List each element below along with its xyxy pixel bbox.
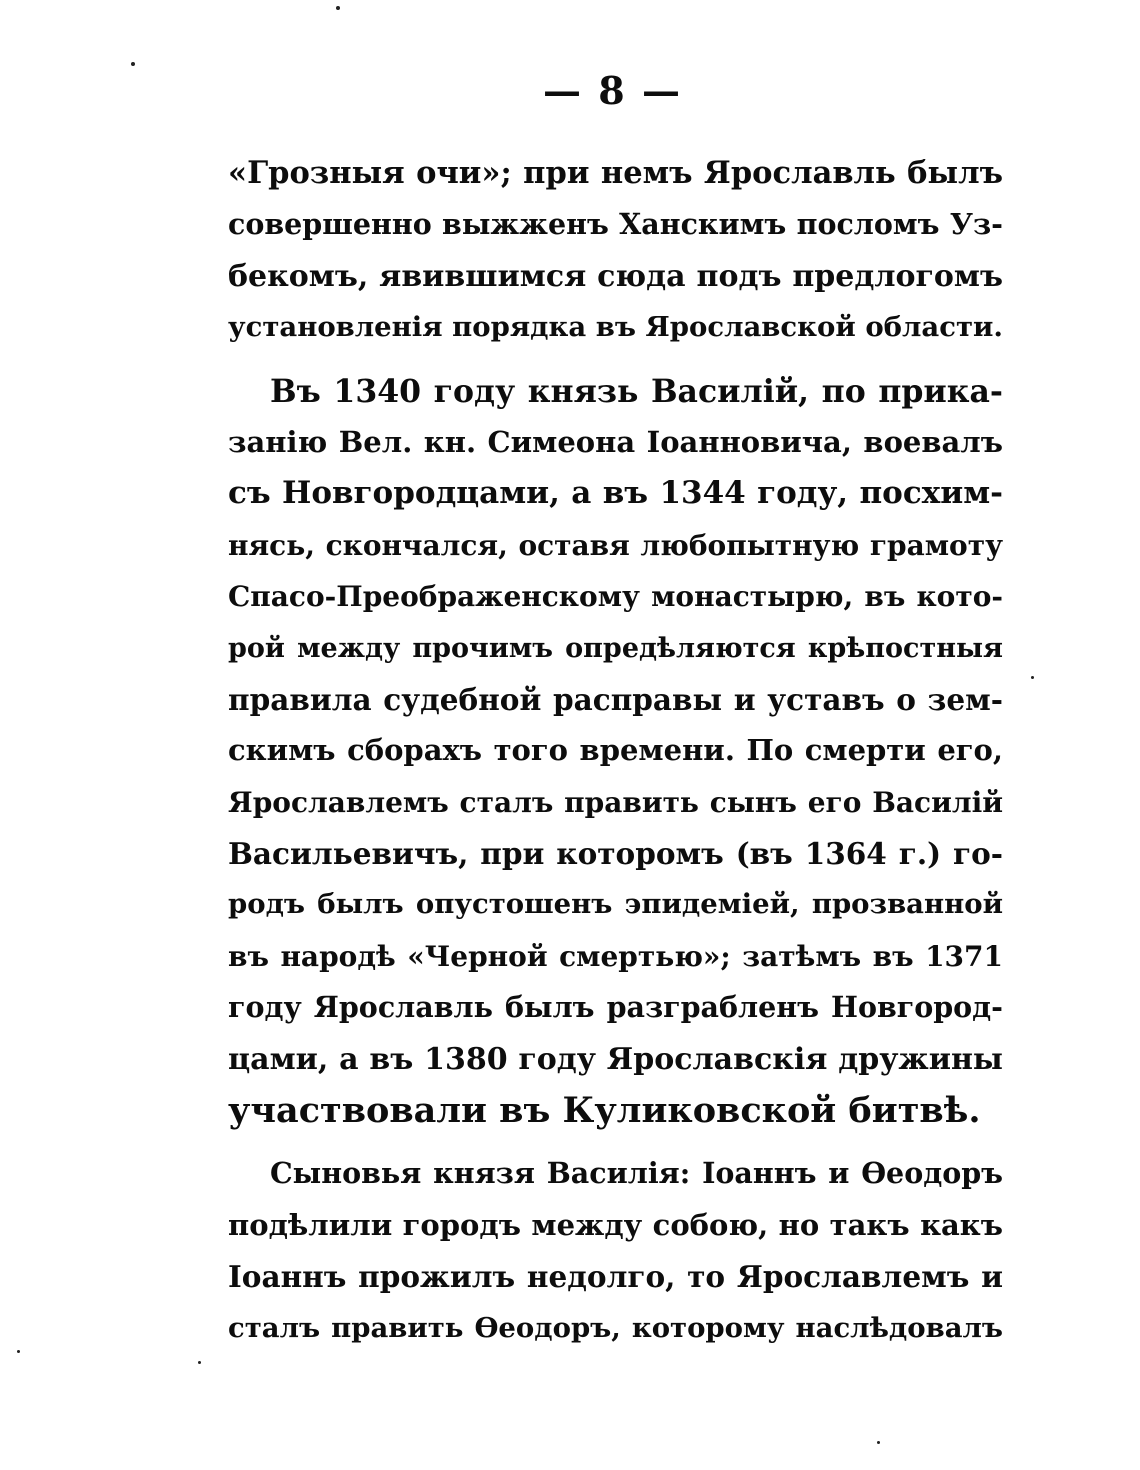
text-line: занію Вел. кн. Симеона Іоанновича, воевалъ (228, 424, 1003, 459)
text-line: родъ былъ опустошенъ эпидеміей, прозванной (228, 888, 1003, 921)
scan-speck (336, 6, 340, 10)
text-line: рой между прочимъ опредѣляются крѣпостныя (228, 632, 1003, 664)
paragraph (228, 148, 1003, 354)
page-body (228, 148, 1003, 1354)
text-line: Въ 1340 году князь Василій, по прика- (270, 372, 1003, 410)
text-line: году Ярославль былъ разграбленъ Новгород- (228, 990, 1003, 1025)
text-line: Васильевичъ, при которомъ (въ 1364 г.) го- (228, 836, 1003, 872)
text-line: правила судебной расправы и уставъ о зем- (228, 681, 1003, 717)
text-line: Іоаннъ прожилъ недолго, то Ярославлемъ и (228, 1259, 1003, 1295)
text-line: нясь, скончался, оставя любопытную грамоту (228, 528, 1003, 562)
text-line: совершенно выжженъ Ханскимъ посломъ Уз- (228, 207, 1003, 242)
text-line: цами, а въ 1380 году Ярославскія дружины (228, 1041, 1003, 1077)
scan-speck (1031, 676, 1034, 679)
text-line: въ народѣ «Черной смертью»; затѣмъ въ 1371 (228, 939, 1003, 973)
text-line: Сыновья князя Василія: Іоаннъ и Ѳеодоръ (270, 1156, 1003, 1191)
text-line: Спасо-Преображенскому монастырю, въ кото- (228, 580, 1003, 614)
text-line: подѣлили городъ между собою, но такъ какъ (228, 1207, 1003, 1242)
scan-speck (17, 1350, 20, 1353)
text-line: Ярославлемъ сталъ править сынъ его Василій (228, 785, 1003, 819)
text-line: «Грозныя очи»; при немъ Ярославль былъ (228, 155, 1003, 191)
text-line: скимъ сборахъ того времени. По смерти его, (228, 733, 1003, 768)
paragraph (228, 366, 1003, 1137)
text-line: установленія порядка въ Ярославской области. (228, 311, 1003, 344)
text-line: сталъ править Ѳеодоръ, которому наслѣдовалъ (228, 1311, 1003, 1344)
scan-speck (877, 1441, 880, 1444)
text-line: съ Новгородцами, а въ 1344 году, посхим- (228, 475, 1003, 512)
text-line: бекомъ, явившимся сюда подъ предлогомъ (228, 258, 1003, 294)
paragraph (228, 1148, 1003, 1354)
scan-speck (131, 62, 135, 66)
scan-speck (198, 1361, 201, 1364)
text-line: участвовали въ Куликовской битвѣ. (228, 1090, 981, 1132)
page-number: — 8 — (543, 68, 682, 113)
